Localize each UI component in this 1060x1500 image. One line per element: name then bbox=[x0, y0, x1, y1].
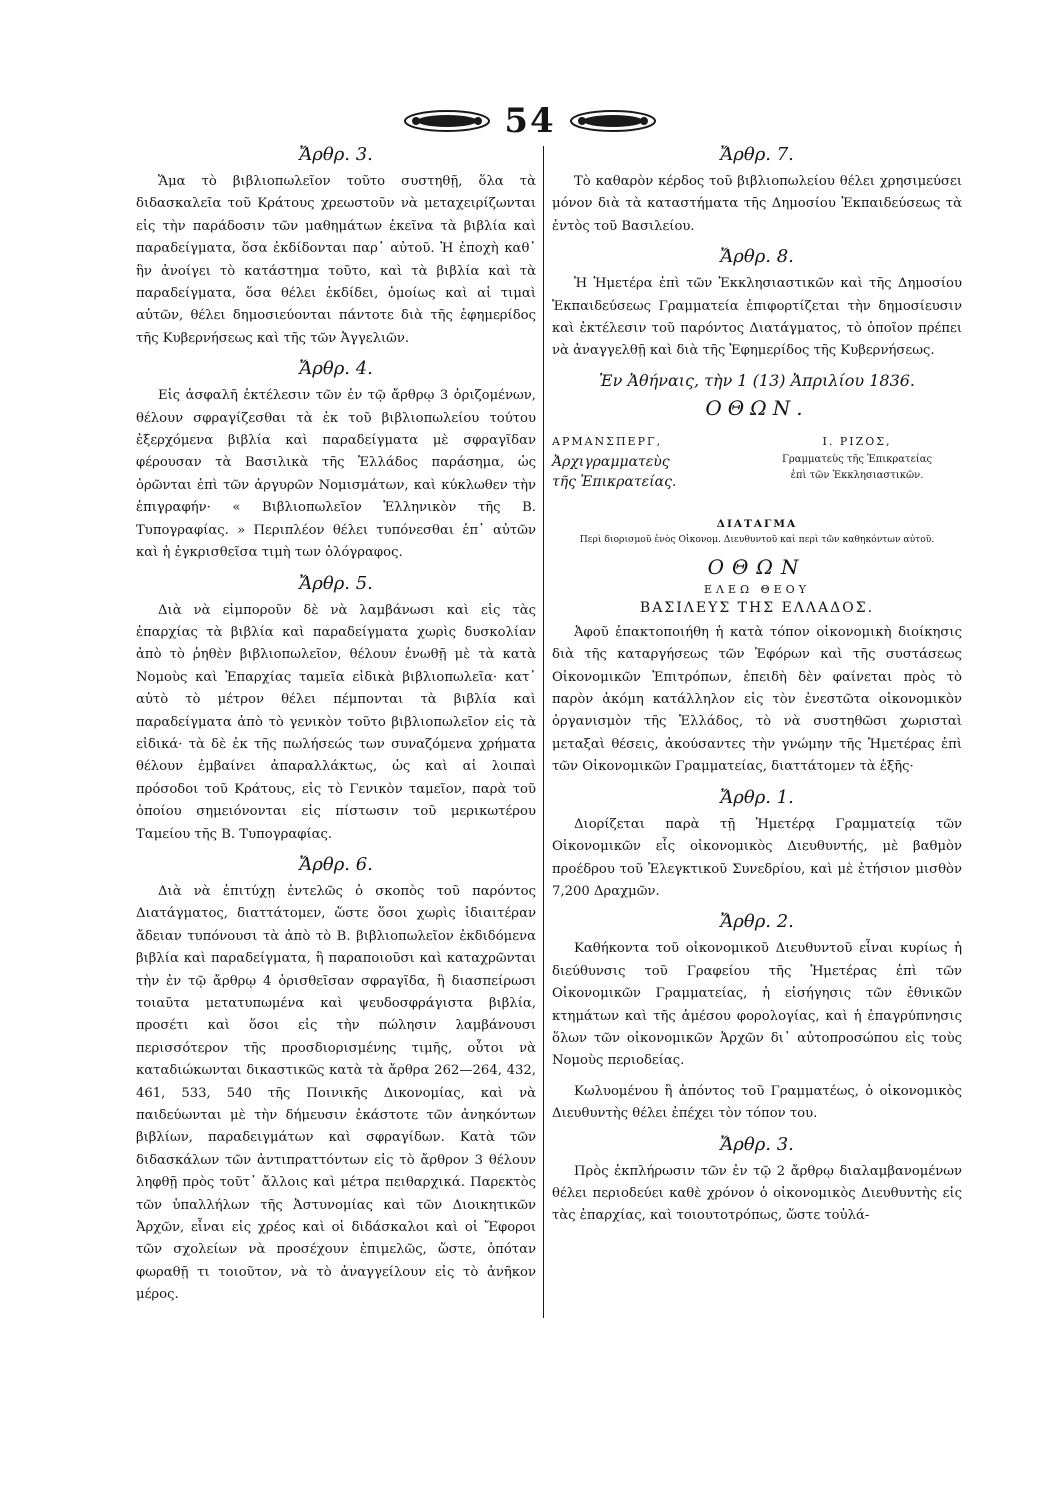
signatory-title: Γραμματεὺς τῆς Ἐπικρατείας bbox=[781, 453, 933, 465]
article-text: Κωλυομένου ἢ ἀπόντος τοῦ Γραμματέως, ὁ οἰκονομικὸς Διευθυντὴς θέλει ἐπέχει τὸν τόπον του. bbox=[552, 1083, 962, 1122]
article-heading: Ἄρθρ. 4. bbox=[299, 358, 373, 380]
article-text: Διὰ νὰ εἰμποροῦν δὲ νὰ λαμβάνωσι καὶ εἰς τὰς ἐπαρχίας τὰ βιβλία καὶ παραδείγματα χωρὶς δυσκολίαν ἀπὸ τὸ ῥηθὲν βιβλιοπωλεῖον, θέλουν ἑνωθῇ μὲ τὰ κατὰ Νομοὺς καὶ Ἐπαρχίας ταμεῖα εἰδικὰ βιβλιοπωλεῖα· κατ᾽ αὐτὸ τὸ μέτρον θέλει πέμπονται τὰ βιβλία καὶ παραδείγματα ἀπὸ τὸ γενικὸν τοῦτο βιβλιοπωλεῖον εἰς τὰ εἰδικά· τὰ δὲ ἐκ τῆς πωλήσεώς των συναζόμενα χρήματα θέλουν ἐμβαίνει ἀπαραλλάκτως, ὡς καὶ αἱ λοιπαὶ πρόσοδοι τοῦ Κράτους, εἰς τὸ Γενικὸν ταμεῖον, παρὰ τοῦ ὁποίου σημειόνονται εἰς πίστωσιν τοῦ μερικωτέρου Ταμείου τῆς Β. Τυπογραφίας. bbox=[136, 602, 536, 842]
king-signature: ΟΘΩΝ. bbox=[705, 395, 809, 420]
article-heading: Ἄρθρ. 3. bbox=[299, 144, 373, 165]
decree-date: Ἐν Ἀθήναις, τὴν 1 (13) Ἀπριλίου 1836. bbox=[598, 370, 916, 390]
signatory-name: Ι. ΡΙΖΟΣ, bbox=[822, 434, 892, 448]
article-text: Εἰς ἀσφαλῆ ἐκτέλεσιν τῶν ἐν τῷ ἄρθρῳ 3 ὁριζομένων, θέλουν σφραγίζεσθαι τὰ ἐκ τοῦ βιβλιοπωλείου τούτου ἐξερχόμενα βιβλία καὶ παραδείγματα μὲ σφραγῖδαν φέρουσαν τὰ Βασιλικὰ τῆς Ἑλλάδος παράσημα, ὡς ὁρῶνται ἐπὶ τῶν ἀργυρῶν Νομισμάτων, καὶ κύκλωθεν τὴν ἐπιγραφήν· « Βιβλιοπωλεῖον Ἑλληνικὸν τῆς Β. Τυπογραφίας. » Περιπλέον θέλει τυπόνεσθαι ἐπ᾽ αὐτῶν καὶ ἡ ἐγκρισθεῖσα τιμὴ των ὁλόγραφος. bbox=[136, 388, 536, 561]
signatures bbox=[552, 432, 962, 492]
signature-right bbox=[752, 432, 962, 492]
signature-left bbox=[552, 432, 722, 492]
article-text: Διορίζεται παρὰ τῇ Ἡμετέρᾳ Γραμματείᾳ τῶν Οἰκονομικῶν εἷς οἰκονομικὸς Διευθυντής, μὲ βαθμὸν προέδρου τοῦ Ἐλεγκτικοῦ Συνεδρίου, καὶ μὲ ἐτήσιον μισθὸν 7,200 Δραχμῶν. bbox=[552, 816, 962, 899]
page-header bbox=[0, 96, 1060, 146]
ornament-right-icon bbox=[568, 104, 658, 138]
article-text: Πρὸς ἐκπλήρωσιν τῶν ἐν τῷ 2 ἄρθρῳ διαλαμβανομένων θέλει περιοδεύει καθὲ χρόνον ὁ οἰκονομικὸς Διευθυντὴς εἰς τὰς ἐπαρχίας, καὶ τοιουτοτρόπως, ὥστε τοὐλά- bbox=[552, 1163, 962, 1224]
article-text: Διὰ νὰ ἐπιτύχῃ ἐντελῶς ὁ σκοπὸς τοῦ παρόντος Διατάγματος, διαττάτομεν, ὥστε ὅσοι χωρὶς ἰδιαιτέραν ἄδειαν τυπόνουσι τὰ ἀπὸ τὸ Β. βιβλιοπωλεῖον ἐκδιδόμενα βιβλία καὶ παραδείγματα, ἢ παραποιοῦσι καὶ καταχρῶνται τὴν ἐν τῷ ἄρθρῳ 4 ὁρισθεῖσαν σφραγῖδα, ἢ διασπείρωσι τοιαῦτα μετατυπωμένα καὶ ψευδοσφράγιστα βιβλία, προσέτι καὶ ὅσοι εἰς τὴν πώλησιν λαμβάνουσι περισσότερον τῆς προσδιορισμένης τιμῆς, οὗτοι νὰ καταδιώκωνται δικαστικῶς κατὰ τὰ ἄρθρα 262—264, 432, 461, 533, 540 τῆς Ποινικῆς Δικονομίας, καὶ νὰ παιδεύωνται μὲ τὴν δήμευσιν ἑκάστοτε τῶν ἀνηκόντων βιβλίων, παραδειγμάτων καὶ σφραγίδων. Κατὰ τῶν διδασκάλων τῶν ἀντιπραττόντων εἰς τὸ ἄρθρον 3 θέλουν ληφθῇ πρὸς τοῦτ᾽ ἄλλοις καὶ μέτρα πειθαρχικά. Παρεκτὸς τῶν ὑπαλλήλων τῆς Ἀστυνομίας καὶ τῶν Διοικητικῶν Ἀρχῶν, εἶναι εἰς χρέος καὶ οἱ διδάσκαλοι καὶ οἱ Ἔφοροι τῶν σχολείων νὰ προσέχουν ἐπιμελῶς, ὥστε, ὁπόταν φωραθῇ τι τοιοῦτον, νὰ τὸ ἀναγγείλουν εἰς τὸ ἀνῆκον μέρος. bbox=[136, 883, 536, 1303]
article-heading: Ἄρθρ. 3. bbox=[720, 1133, 794, 1155]
by-grace-of-god: ΕΛΕΩ ΘΕΟΥ bbox=[704, 582, 810, 596]
decree-subtitle: Περὶ διορισμοῦ ἑνὸς Οἰκονομ. Διευθυντοῦ καὶ περὶ τῶν καθηκόντων αὐτοῦ. bbox=[579, 533, 935, 545]
ornament-left-icon bbox=[402, 104, 492, 138]
signatory-title: ἐπὶ τῶν Ἐκκλησιαστικῶν. bbox=[790, 469, 924, 481]
article-heading: Ἄρθρ. 5. bbox=[299, 572, 373, 594]
article-text: Τὸ καθαρὸν κέρδος τοῦ βιβλιοπωλείου θέλει χρησιμεύσει μόνον διὰ τὰ καταστήματα τῆς Δημοσίου Ἐκπαιδεύσεως τὰ ἐντὸς τοῦ Βασιλείου. bbox=[552, 174, 962, 234]
signatory-title: τῆς Ἐπικρατείας. bbox=[552, 473, 677, 490]
article-text: Καθήκοντα τοῦ οἰκονομικοῦ Διευθυντοῦ εἶναι κυρίως ἡ διεύθυνσις τοῦ Γραφείου τῆς Ἡμετέρας ἐπὶ τῶν Οἰκονομικῶν Γραμματείας, ἡ εἰσήγησις τῶν ἐθνικῶν κτημάτων καὶ τῆς ἀμέσου φορολογίας, καὶ ἡ ἐπαγρύπνησις ὅλων τῶν οἰκονομικῶν Ἀρχῶν δι᾽ αὐτοπροσώπου εἰς τοὺς Νομοὺς περιοδείας. bbox=[552, 941, 962, 1069]
article-heading: Ἄρθρ. 2. bbox=[720, 911, 794, 933]
article-text: Ἡ Ἡμετέρα ἐπὶ τῶν Ἐκκλησιαστικῶν καὶ τῆς Δημοσίου Ἐκπαιδεύσεως Γραμματεία ἐπιφορτίζεται τὴν δημοσίευσιν καὶ ἐκτέλεσιν τοῦ παρόντος Διατάγματος, τὸ ὁποῖον πρέπει νὰ ἀναγγελθῇ καὶ διὰ τῆς Ἐφημερίδος τῆς Κυβερνήσεως. bbox=[552, 276, 962, 359]
king-name: ΟΘΩΝ bbox=[707, 554, 807, 579]
decree-preamble: Ἀφοῦ ἐπακτοποιήθη ἡ κατὰ τόπον οἰκονομικὴ διοίκησις διὰ τῆς καταργήσεως τῶν Ἐφόρων καὶ τῆς συστάσεως Οἰκονομικῶν Ἐπιτρόπων, ἐπειδὴ δὲν φαίνεται πρὸς τὸ παρὸν ἀκόμη κατάλληλον εἰς τὸν ἐνεστῶτα οἰκονομικὸν ὀργανισμὸν τῆς Ἑλλάδος, τὸ νὰ συστηθῶσι χωρισταὶ μεταξαὶ θέσεις, ἀκούσαντες τὴν γνώμην τῆς Ἡμετέρας ἐπὶ τῶν Οἰκονομικῶν Γραμματείας, διαττάτομεν τὰ ἑξῆς· bbox=[552, 624, 962, 775]
article-heading: Ἄρθρ. 8. bbox=[720, 246, 794, 268]
article-text: Ἅμα τὸ βιβλιοπωλεῖον τοῦτο συστηθῇ, ὅλα τὰ διδασκαλεῖα τοῦ Κράτους χρεωστοῦν νὰ μεταχειρίζωνται εἰς τὴν παράδοσιν τῶν μαθημάτων ἐκεῖνα τὰ βιβλία καὶ παραδείγματα, ὅσα ἐκδίδονται παρ᾽ αὐτοῦ. Ἡ ἐποχὴ καθ᾽ ἣν ἀνοίγει τὸ κατάστημα τοῦτο, καὶ τὰ βιβλία καὶ τὰ παραδείγματα, ὅσα θέλει ἐκδίδει, ὁμοίως καὶ αἱ τιμαὶ αὐτῶν, θέλει δημοσιεύονται πάντοτε διὰ τῆς ἐφημερίδος τῆς Κυβερνήσεως καὶ τῆς τῶν Ἀγγελιῶν. bbox=[136, 174, 536, 346]
signatory-title: Ἀρχιγραμματεὺς bbox=[552, 453, 670, 470]
column-divider bbox=[543, 146, 544, 1318]
page-number: 54 bbox=[504, 101, 556, 141]
left-column bbox=[136, 142, 536, 1315]
decree-title: ΔΙΑΤΑΓΜΑ bbox=[716, 517, 798, 530]
article-heading: Ἄρθρ. 7. bbox=[720, 144, 794, 165]
king-of-greece: ΒΑΣΙΛΕΥΣ ΤΗΣ ΕΛΛΑΔΟΣ. bbox=[639, 599, 875, 616]
article-heading: Ἄρθρ. 6. bbox=[299, 853, 373, 875]
signatory-name: ΑΡΜΑΝΣΠΕΡΓ, bbox=[552, 434, 663, 448]
right-column bbox=[552, 142, 962, 1236]
article-heading: Ἄρθρ. 1. bbox=[720, 786, 794, 808]
